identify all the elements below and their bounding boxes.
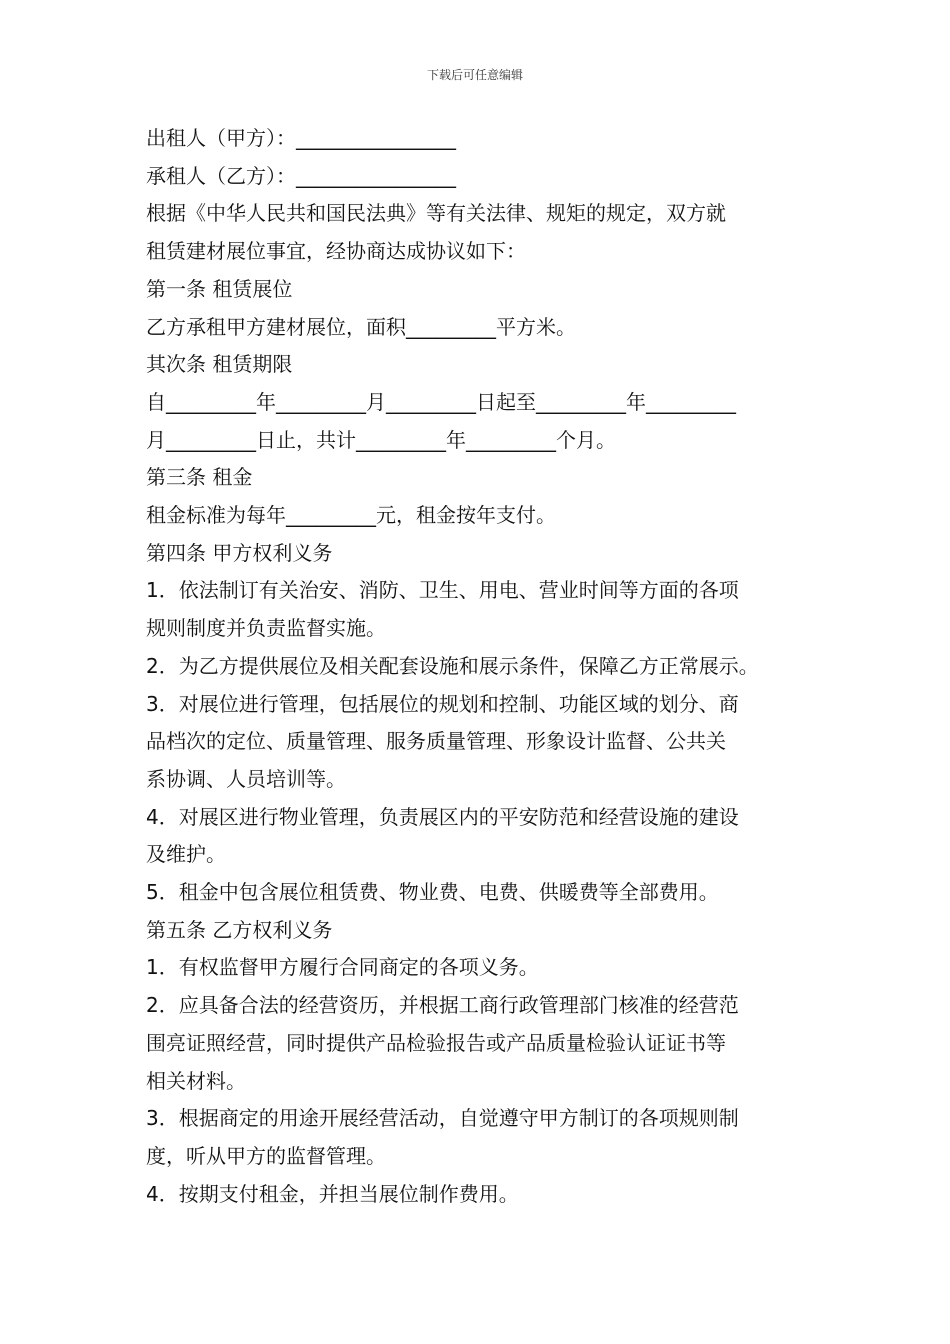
article-5-item: 围亮证照经营，同时提供产品检验报告或产品质量检验认证证书等 — [146, 1030, 726, 1055]
article-2-heading: 其次条 租赁期限 — [146, 352, 293, 377]
article-2-text: 月_________日止，共计_________年_________个月。 — [146, 427, 616, 452]
article-1-heading: 第一条 租赁展位 — [146, 276, 293, 301]
article-4-item: 品档次的定位、质量管理、服务质量管理、形象设计监督、公共关 — [146, 729, 726, 754]
page-header-note: 下载后可任意编辑 — [426, 68, 523, 82]
article-4-item: 规则制度并负责监督实施。 — [146, 616, 386, 641]
article-4-item: 1．依法制订有关治安、消防、卫生、用电、营业时间等方面的各项 — [146, 578, 739, 603]
preamble-line: 租赁建材展位事宜，经协商达成协议如下： — [146, 239, 526, 264]
article-1-text: 乙方承租甲方建材展位，面积_________平方米。 — [146, 314, 576, 339]
article-4-heading: 第四条 甲方权利义务 — [146, 540, 333, 565]
article-3-heading: 第三条 租金 — [146, 465, 253, 490]
article-5-item: 度，听从甲方的监督管理。 — [146, 1143, 386, 1168]
article-4-item: 3．对展位进行管理，包括展位的规划和控制、功能区域的划分、商 — [146, 691, 739, 716]
lessor-line: 出租人（甲方）：________________ — [146, 126, 456, 150]
article-5-item: 1．有权监督甲方履行合同商定的各项义务。 — [146, 955, 539, 980]
article-5-heading: 第五条 乙方权利义务 — [146, 917, 333, 942]
article-4-item: 4．对展区进行物业管理，负责展区内的平安防范和经营设施的建设 — [146, 804, 739, 829]
article-5-item: 3．根据商定的用途开展经营活动，自觉遵守甲方制订的各项规则制 — [146, 1106, 739, 1131]
article-5-item: 4．按期支付租金，并担当展位制作费用。 — [146, 1181, 519, 1206]
lessee-line: 承租人（乙方）：________________ — [146, 163, 456, 188]
article-5-item: 相关材料。 — [146, 1068, 246, 1093]
preamble-line: 根据《中华人民共和国民法典》等有关法律、规矩的规定，双方就 — [146, 201, 726, 226]
article-4-item: 2．为乙方提供展位及相关配套设施和展示条件，保障乙方正常展示。 — [146, 653, 759, 678]
article-4-item: 5．租金中包含展位租赁费、物业费、电费、供暖费等全部费用。 — [146, 880, 719, 905]
article-2-text: 自_________年_________月_________日起至_________年_________ — [146, 389, 736, 414]
document-body — [146, 120, 826, 1213]
article-3-text: 租金标准为每年_________元，租金按年支付。 — [146, 503, 556, 528]
article-5-item: 2．应具备合法的经营资历，并根据工商行政管理部门核准的经营范 — [146, 993, 739, 1018]
article-4-item: 系协调、人员培训等。 — [146, 766, 346, 791]
article-4-item: 及维护。 — [146, 842, 226, 867]
